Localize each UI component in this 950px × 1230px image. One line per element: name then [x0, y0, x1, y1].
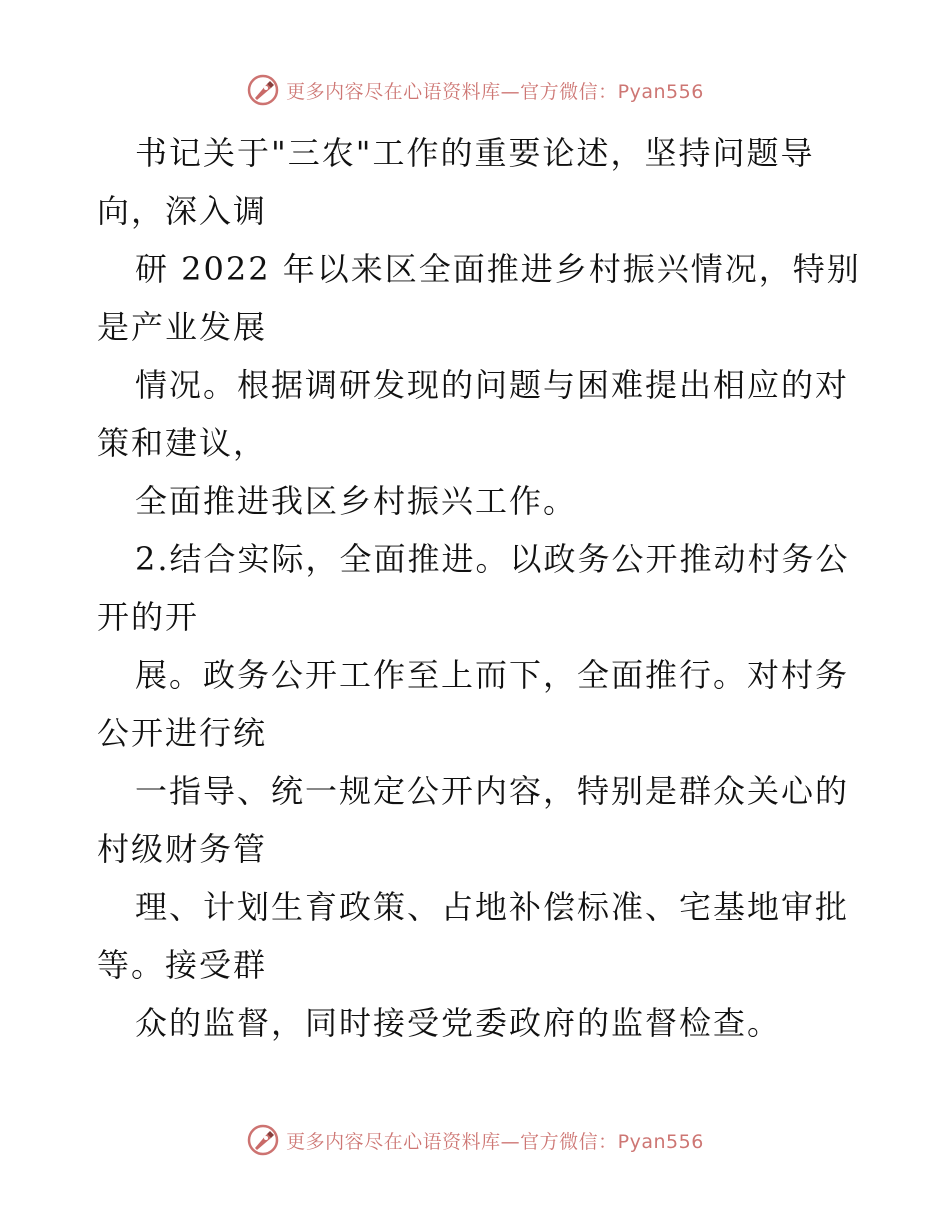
paragraph-line: 书记关于"三农"工作的重要论述，坚持问题导	[135, 134, 815, 172]
paragraph-line: 等。接受群	[97, 946, 268, 984]
paragraph-line: 公开进行统	[97, 714, 268, 752]
paragraph-line: 研 2022 年以来区全面推进乡村振兴情况，特别	[135, 250, 861, 288]
paragraph-line: 策和建议，	[97, 424, 268, 462]
watermark-text: 更多内容尽在心语资料库—官方微信：Pyan556	[286, 80, 704, 103]
paragraph-line: 众的监督，同时接受党委政府的监督检查。	[135, 1004, 782, 1042]
paragraph-line: 情况。根据调研发现的问题与困难提出相应的对	[135, 366, 850, 404]
paragraph-line: 全面推进我区乡村振兴工作。	[135, 482, 578, 520]
watermark-header	[0, 70, 950, 110]
document-body	[97, 124, 861, 1052]
paragraph-line: 一指导、统一规定公开内容，特别是群众关心的	[135, 772, 850, 810]
paragraph-line: 村级财务管	[97, 830, 268, 868]
paragraph-line: 2.结合实际，全面推进。以政务公开推动村务公	[135, 540, 850, 578]
pen-nib-logo-icon	[246, 73, 280, 107]
watermark-text: 更多内容尽在心语资料库—官方微信：Pyan556	[286, 1130, 704, 1153]
watermark-footer	[0, 1120, 950, 1160]
paragraph-line: 向，深入调	[97, 192, 268, 230]
paragraph-line: 展。政务公开工作至上而下，全面推行。对村务	[135, 656, 850, 694]
pen-nib-logo-icon	[246, 1123, 280, 1157]
paragraph-line: 理、计划生育政策、占地补偿标准、宅基地审批	[135, 888, 850, 926]
paragraph-line: 是产业发展	[97, 308, 268, 346]
paragraph-line: 开的开	[97, 598, 200, 636]
